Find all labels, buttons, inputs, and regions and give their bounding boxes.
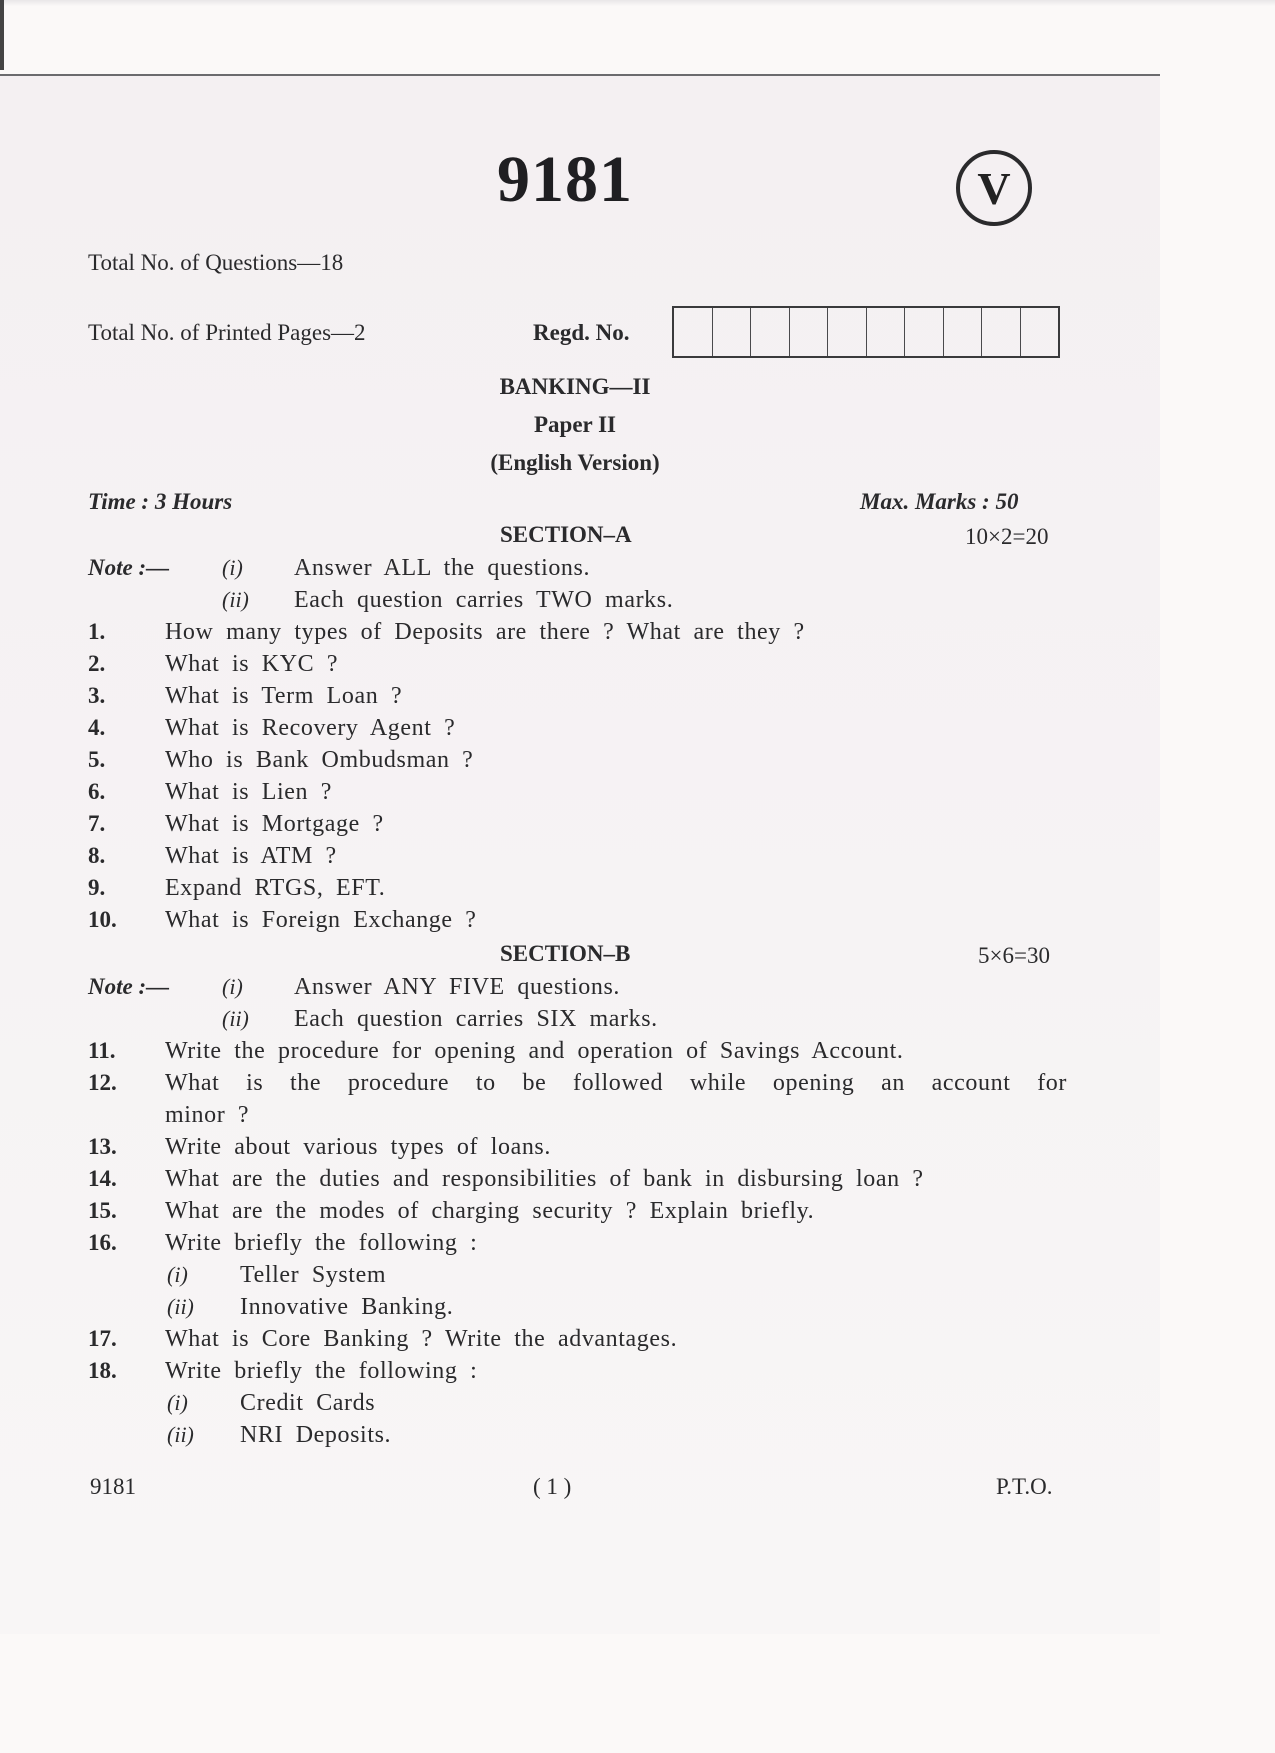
sub-question-number: (ii) [167,1294,194,1319]
max-marks: Max. Marks : 50 [860,489,1019,514]
section-a-note-num: (i) [222,555,243,580]
question-text: What is Foreign Exchange ? [165,907,477,933]
page-number: ( 1 ) [533,1474,572,1499]
paper-code: 9181 [497,143,633,216]
question-text: Write about various types of loans. [165,1134,551,1160]
question-number: 17. [88,1326,117,1351]
question-text: What is Term Loan ? [165,683,403,709]
regd-digit-box[interactable] [1021,308,1059,356]
pto-label: P.T.O. [996,1474,1053,1499]
section-a-note-text: Answer ALL the questions. [294,555,591,581]
sub-question-text: Teller System [240,1262,387,1288]
question-number: 5. [88,747,106,772]
section-b-note-text: Answer ANY FIVE questions. [294,974,621,1000]
question-text: What is Core Banking ? Write the advantages. [165,1326,678,1352]
section-b-note-text: Each question carries SIX marks. [294,1006,658,1032]
question-text: Expand RTGS, EFT. [165,875,386,901]
question-number: 11. [88,1038,116,1063]
question-number: 9. [88,875,106,900]
time-label: Time : 3 Hours [88,489,233,514]
question-text: What is ATM ? [165,843,337,869]
question-number: 12. [88,1070,117,1095]
regd-digit-box[interactable] [867,308,906,356]
question-number: 4. [88,715,106,740]
sub-question-number: (ii) [167,1422,194,1447]
question-number: 2. [88,651,106,676]
scan-edge-top [0,0,1275,6]
question-text: What is Recovery Agent ? [165,715,456,741]
question-text: Who is Bank Ombudsman ? [165,747,474,773]
regd-number-boxes [672,306,1060,358]
question-number: 13. [88,1134,117,1159]
question-text: What are the duties and responsibilities of bank in disbursing loan ? [165,1166,924,1192]
version-letter: V [977,162,1011,214]
paper-title: Paper II [534,412,616,437]
question-number: 16. [88,1230,117,1255]
regd-digit-box[interactable] [828,308,867,356]
question-text: What is Lien ? [165,779,333,805]
regd-digit-box[interactable] [713,308,752,356]
question-number: 3. [88,683,106,708]
paper-top-edge [0,74,1160,76]
question-text: What is Mortgage ? [165,811,384,837]
regd-digit-box[interactable] [982,308,1021,356]
question-text: What are the modes of charging security ? Explain briefly. [165,1198,815,1224]
question-text: Write briefly the following : [165,1230,478,1256]
version-title: (English Version) [490,450,660,475]
question-text: Write briefly the following : [165,1358,478,1384]
section-b-marks: 5×6=30 [978,943,1050,968]
regd-digit-box[interactable] [905,308,944,356]
question-number: 10. [88,907,117,932]
question-text: Write the procedure for opening and operation of Savings Account. [165,1038,904,1064]
sub-question-number: (i) [167,1262,188,1287]
regd-digit-box[interactable] [674,308,713,356]
section-a-title: SECTION–A [500,522,632,547]
question-number: 7. [88,811,106,836]
section-a-note-text: Each question carries TWO marks. [294,587,674,613]
question-text: How many types of Deposits are there ? What are they ? [165,619,805,645]
section-a-note-label: Note :— [88,555,170,580]
question-number: 18. [88,1358,117,1383]
sub-question-text: Innovative Banking. [240,1294,454,1320]
question-text: What is the procedure to be followed while opening an account for [165,1070,1067,1096]
sub-question-number: (i) [167,1390,188,1415]
question-number: 1. [88,619,106,644]
section-b-note-num: (i) [222,974,243,999]
section-a-marks: 10×2=20 [965,524,1049,549]
regd-digit-box[interactable] [944,308,983,356]
sub-question-text: NRI Deposits. [240,1422,392,1448]
question-number: 14. [88,1166,117,1191]
question-number: 8. [88,843,106,868]
question-text: What is KYC ? [165,651,339,677]
footer-code: 9181 [90,1474,136,1499]
section-b-note-label: Note :— [88,974,170,999]
scan-edge-left [0,0,4,70]
question-number: 6. [88,779,106,804]
total-pages: Total No. of Printed Pages—2 [88,320,366,345]
sub-question-text: Credit Cards [240,1390,376,1416]
total-questions: Total No. of Questions—18 [88,250,344,275]
section-a-note-num: (ii) [222,587,249,612]
subject-title: BANKING—II [499,374,651,399]
version-mark [956,150,1032,226]
section-b-title: SECTION–B [500,941,631,966]
regd-label: Regd. No. [533,320,630,345]
question-number: 15. [88,1198,117,1223]
regd-digit-box[interactable] [751,308,790,356]
regd-digit-box[interactable] [790,308,829,356]
question-text-continued: minor ? [165,1102,250,1128]
section-b-note-num: (ii) [222,1006,249,1031]
